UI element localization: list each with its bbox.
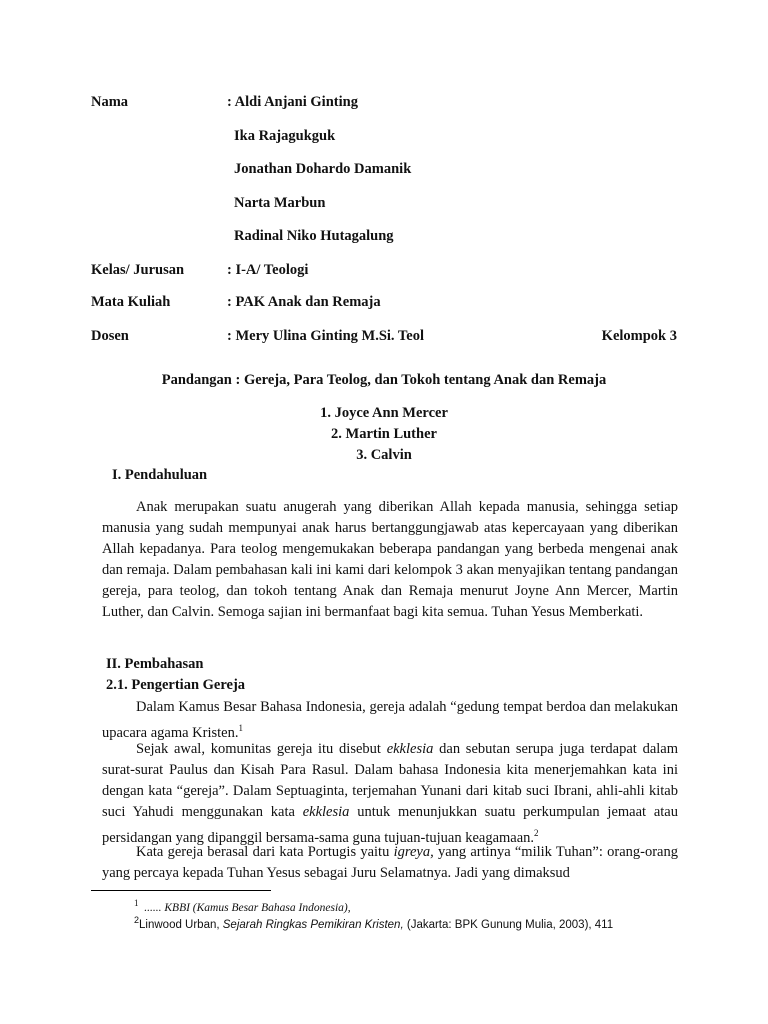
- paragraph-gereja-3: [102, 842, 678, 884]
- footnote-2-number: 2: [134, 915, 140, 925]
- footnote-ref-2[interactable]: 2: [534, 828, 539, 838]
- paragraph-gereja-2-part-c: untuk menunjukkan suatu perkumpulan jemaat atau persidangan yang dipanggil bersama-sama guna tujuan-tujuan keagamaan.: [102, 804, 678, 846]
- footnote-divider: [91, 890, 271, 891]
- paragraph-gereja-3-part-a: Kata gereja berasal dari kata Portugis yaitu: [136, 844, 394, 860]
- footnote-2-publisher: (Jakarta: BPK Gunung Mulia, 2003), 411: [406, 918, 614, 931]
- paragraph-gereja-2: [102, 739, 678, 849]
- footnote-1: [134, 898, 351, 914]
- matkul-value: : PAK Anak dan Remaja: [227, 294, 381, 310]
- paragraph-gereja-2-part-b: dan sebutan serupa juga terdapat dalam surat-surat Paulus dan Kisah Para Rasul. Dalam bahasa Indonesia kita menerjemahkan kata ini dengan kata “gereja”. Dalam Septuaginta, terjemahan Yunani dari kitab suci Ibrani, ahli-ahli kitab suci Yahudi menggunakan kata: [102, 741, 678, 820]
- figure-item-1: 1. Joyce Ann Mercer: [320, 405, 448, 421]
- paragraph-gereja-3-part-b: yang artinya “milik Tuhan”: orang-orang yang percaya kepada Tuhan Yesus sebagai Juru Selamatnya. Jadi yang dimaksud: [102, 844, 678, 881]
- paragraph-gereja-1-text: Dalam Kamus Besar Bahasa Indonesia, gereja adalah “gedung tempat berdoa dan melakukan upacara agama Kristen.: [102, 699, 678, 741]
- paragraph-gereja-1: [102, 697, 678, 744]
- footnote-ref-1[interactable]: 1: [238, 723, 243, 733]
- section-1-heading: I. Pendahuluan: [112, 467, 208, 483]
- paragraph-gereja-2-part-a: Sejak awal, komunitas gereja itu disebut: [136, 741, 387, 757]
- kelas-label: Kelas/ Jurusan: [91, 262, 185, 278]
- subsection-2-1-heading: 2.1. Pengertian Gereja: [106, 677, 246, 693]
- nama-label: Nama: [91, 94, 129, 110]
- nama-value-5: Radinal Niko Hutagalung: [234, 228, 394, 244]
- dosen-label: Dosen: [91, 328, 129, 344]
- footnote-1-text: ...... KBBI (Kamus Besar Bahasa Indonesia),: [144, 901, 351, 914]
- footnote-1-number: 1: [134, 898, 139, 908]
- figure-item-3: 3. Calvin: [356, 447, 412, 463]
- dosen-value: : Mery Ulina Ginting M.Si. Teol: [227, 328, 424, 344]
- section-2-heading: II. Pembahasan: [106, 656, 204, 672]
- footnote-2-author: Linwood Urban,: [139, 918, 223, 931]
- nama-value-3: Jonathan Dohardo Damanik: [234, 161, 412, 177]
- term-ekklesia-2: ekklesia: [302, 804, 350, 820]
- matkul-label: Mata Kuliah: [91, 294, 171, 310]
- nama-value-4: Narta Marbun: [234, 195, 326, 211]
- term-ekklesia: ekklesia: [386, 741, 434, 757]
- nama-value-1: : Aldi Anjani Ginting: [227, 94, 358, 110]
- footnote-2: [134, 915, 613, 931]
- nama-value-2: Ika Rajagukguk: [234, 128, 336, 144]
- figure-item-2: 2. Martin Luther: [331, 426, 437, 442]
- section-1-paragraph: Anak merupakan suatu anugerah yang diberikan Allah kepada manusia, sehingga setiap manusia yang sudah mempunyai anak harus bertanggungjawab atas kepercayaan yang diberikan Allah kepadanya. Para teolog mengemukakan beberapa pandangan yang berbeda mengenai anak dan remaja. Dalam pembahasan kali ini kami dari kelompok 3 akan menyajikan tentang pandangan gereja, para teolog, dan tokoh tentang Anak dan Remaja menurut Joyne Ann Mercer, Martin Luther, dan Calvin. Semoga sajian ini bermanfaat bagi kita semua. Tuhan Yesus Memberkati.: [102, 499, 678, 620]
- kelas-value: : I-A/ Teologi: [227, 262, 309, 278]
- footnote-2-title: Sejarah Ringkas Pemikiran Kristen,: [222, 918, 407, 931]
- document-title: Pandangan : Gereja, Para Teolog, dan Tokoh tentang Anak dan Remaja: [161, 372, 607, 388]
- kelompok-label: Kelompok 3: [601, 328, 677, 344]
- term-igreya: igreya,: [393, 844, 434, 860]
